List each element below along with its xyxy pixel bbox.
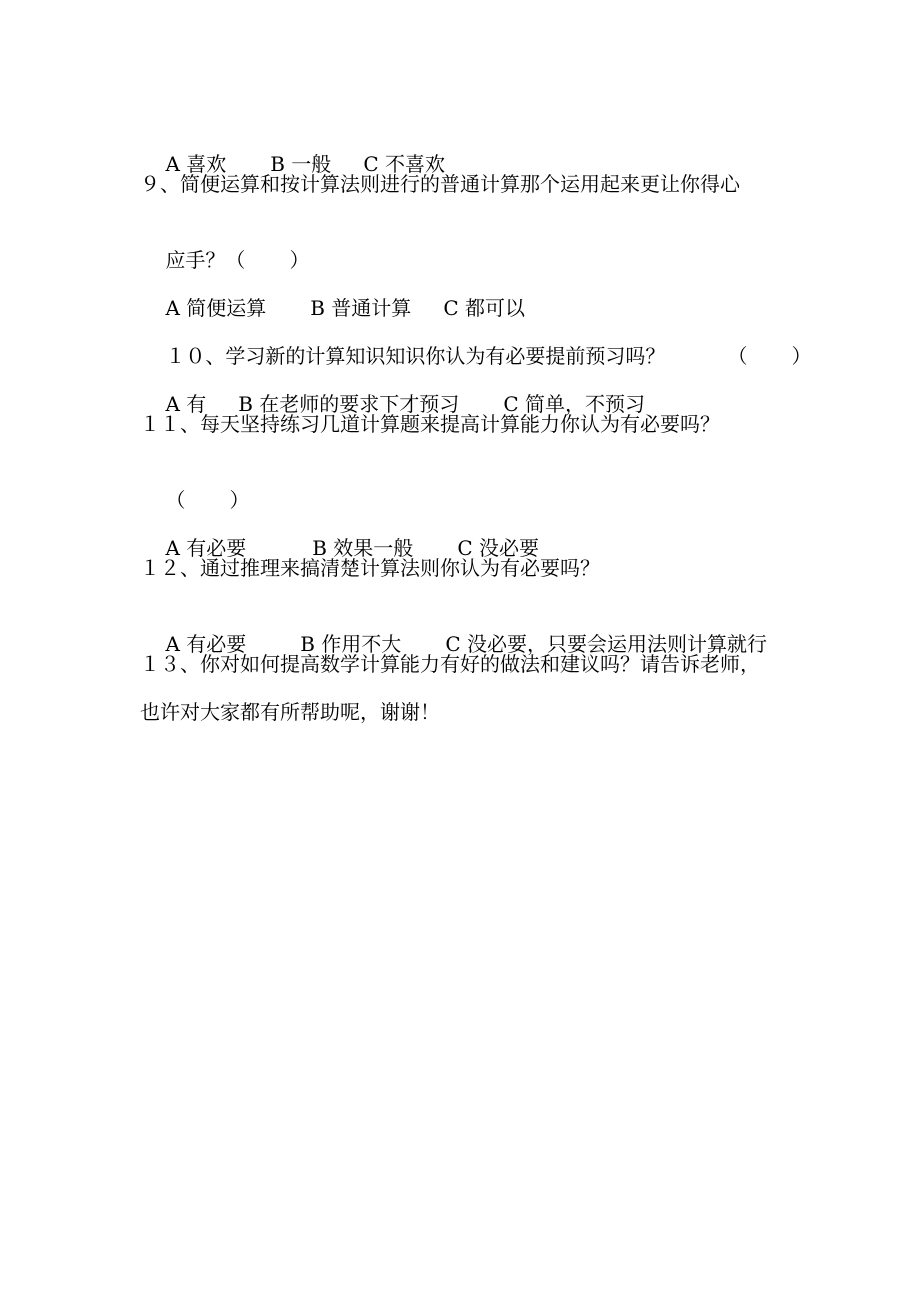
q11-option-b: B 效果一般 <box>312 536 414 560</box>
q9-question-line1: ９、简便运算和按计算法则进行的普通计算那个运用起来更让你得心 <box>140 172 740 196</box>
q10-option-c: C 简单，不预习 <box>503 392 645 416</box>
q10-option-a: A 有 <box>165 392 207 416</box>
q11-option-c: C 没必要 <box>457 536 539 560</box>
q9-option-c: C 都可以 <box>443 296 525 320</box>
q9-answer-paren-close: ） <box>289 248 310 272</box>
q12-question: １２、通过推理来搞清楚计算法则你认为有必要吗？ <box>140 556 600 580</box>
q12-option-a: A 有必要 <box>165 632 247 656</box>
q10-answer-paren-close: ） <box>791 344 812 368</box>
q9-question-text: 应手？（ <box>165 248 246 272</box>
q12-option-b: B 作用不大 <box>300 632 402 656</box>
q10-option-b: B 在老师的要求下才预习 <box>238 392 460 416</box>
q13-question-line1: １３、你对如何提高数学计算能力有好的做法和建议吗？请告诉老师， <box>140 652 760 676</box>
q11-option-a: A 有必要 <box>165 536 247 560</box>
q8-option-c: C 不喜欢 <box>363 152 445 176</box>
q11-answer-paren-close: ） <box>229 488 250 512</box>
q12-option-c: C 没必要，只要会运用法则计算就行 <box>445 632 767 656</box>
q10-answer-paren-open: （ <box>727 344 748 368</box>
q11-question-line1: １１、每天坚持练习几道计算题来提高计算能力你认为有必要吗？ <box>140 412 720 436</box>
q10-question-text: １０、学习新的计算知识知识你认为有必要提前预习吗？ <box>165 344 666 368</box>
q13-question-line2: 也许对大家都有所帮助呢，谢谢！ <box>140 700 440 724</box>
q8-option-a: A 喜欢 <box>165 152 227 176</box>
q9-option-b: B 普通计算 <box>310 296 412 320</box>
q9-option-a: A 简便运算 <box>165 296 267 320</box>
q8-option-b: B 一般 <box>270 152 332 176</box>
q11-answer-paren-open: （ <box>165 488 186 512</box>
